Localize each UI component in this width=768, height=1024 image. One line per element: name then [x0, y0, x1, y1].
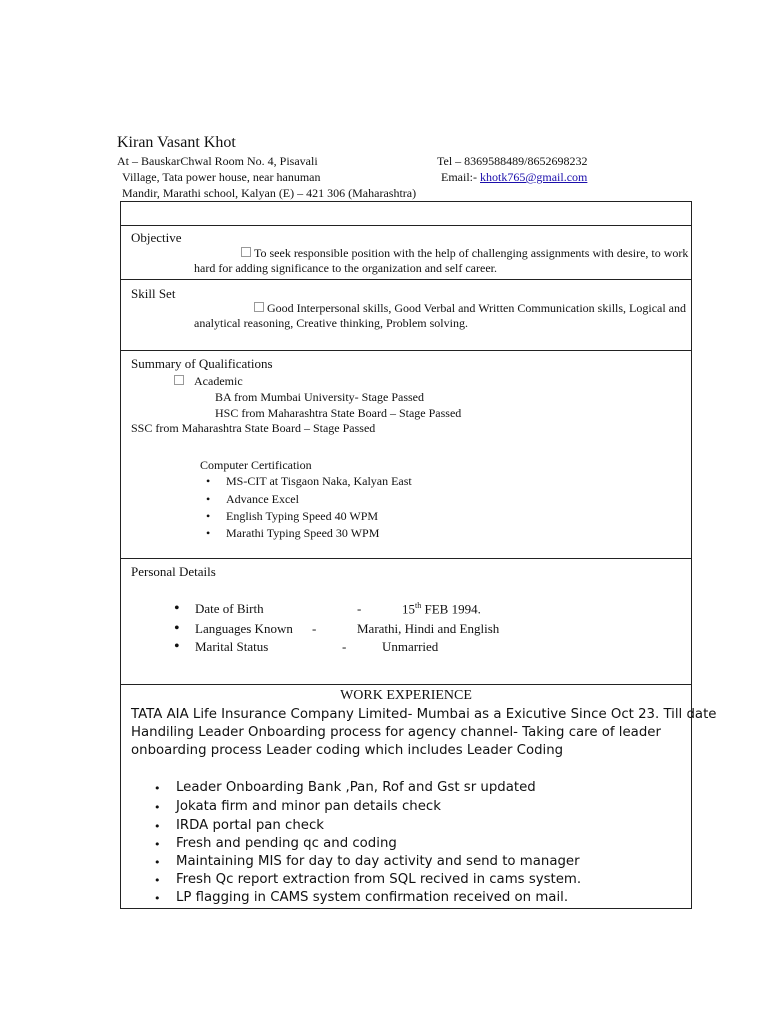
- email-link[interactable]: khotk765@gmail.com: [480, 170, 588, 184]
- list-item: • Fresh and pending qc and coding: [154, 836, 397, 851]
- list-item: • LP flagging in CAMS system confirmation received on mail.: [154, 890, 569, 905]
- list-item: • Fresh Qc report extraction from SQL recived in cams system.: [154, 872, 582, 887]
- objective-title: Objective: [131, 230, 182, 245]
- objective-line-2: hard for adding significance to the organization and self career.: [194, 261, 497, 275]
- objective-section: [120, 225, 692, 280]
- qualification-ba: BA from Mumbai University- Stage Passed: [215, 390, 424, 404]
- empty-row: [120, 201, 692, 226]
- email-row: [441, 170, 587, 185]
- skills-line-2: analytical reasoning, Creative thinking, Problem solving.: [194, 316, 468, 330]
- academic-label: Academic: [174, 374, 243, 389]
- email-label: Email:-: [441, 170, 480, 184]
- address-line-2: Village, Tata power house, near hanuman: [122, 170, 321, 184]
- personal-title: Personal Details: [131, 564, 216, 579]
- telephone: Tel – 8369588489/8652698232: [437, 154, 588, 168]
- list-item: • Jokata firm and minor pan details check: [154, 799, 441, 814]
- skills-title: Skill Set: [131, 286, 176, 301]
- list-item: • Marathi Typing Speed 30 WPM: [206, 526, 380, 540]
- computer-cert-label: Computer Certification: [200, 458, 312, 472]
- qualifications-title: Summary of Qualifications: [131, 356, 273, 371]
- skills-line-1: Good Interpersonal skills, Good Verbal and Written Communication skills, Logical and: [254, 301, 686, 316]
- work-line-3: onboarding process Leader coding which includes Leader Coding: [131, 743, 564, 758]
- qualification-ssc: SSC from Maharashtra State Board – Stage Passed: [131, 421, 376, 435]
- address-line-1: At – BauskarChwal Room No. 4, Pisavali: [117, 154, 318, 168]
- work-title: WORK EXPERIENCE: [340, 688, 472, 703]
- candidate-name: Kiran Vasant Khot: [117, 134, 236, 151]
- list-item: • IRDA portal pan check: [154, 818, 324, 833]
- list-item: • English Typing Speed 40 WPM: [206, 509, 379, 523]
- qualifications-section: [120, 350, 692, 559]
- bullet-symbol-icon: [254, 302, 264, 312]
- bullet-symbol-icon: [241, 247, 251, 257]
- work-line-2: Handiling Leader Onboarding process for agency channel- Taking care of leader: [131, 725, 661, 740]
- address-line-3: Mandir, Marathi school, Kalyan (E) – 421 306 (Maharashtra): [122, 186, 417, 200]
- list-item: • Maintaining MIS for day to day activity and send to manager: [154, 854, 580, 869]
- work-line-1: TATA AIA Life Insurance Company Limited- Mumbai as a Exicutive Since Oct 23. Till date: [131, 707, 717, 722]
- skills-section: [120, 279, 692, 351]
- list-item: • Leader Onboarding Bank ,Pan, Rof and Gst sr updated: [154, 780, 536, 795]
- work-section: [120, 684, 717, 909]
- list-item: • Advance Excel: [206, 492, 299, 506]
- objective-line-1: To seek responsible position with the help of challenging assignments with desire, to work: [241, 246, 688, 261]
- list-item: • MS-CIT at Tisgaon Naka, Kalyan East: [206, 474, 412, 488]
- qualification-hsc: HSC from Maharashtra State Board – Stage Passed: [215, 406, 462, 420]
- bullet-symbol-icon: [174, 375, 184, 385]
- personal-section: Personal Details • Date of Birth - 15th FEB 1994. • Languages Known - Marathi, Hindi and English • Marital Status - Unmarried: [120, 558, 692, 685]
